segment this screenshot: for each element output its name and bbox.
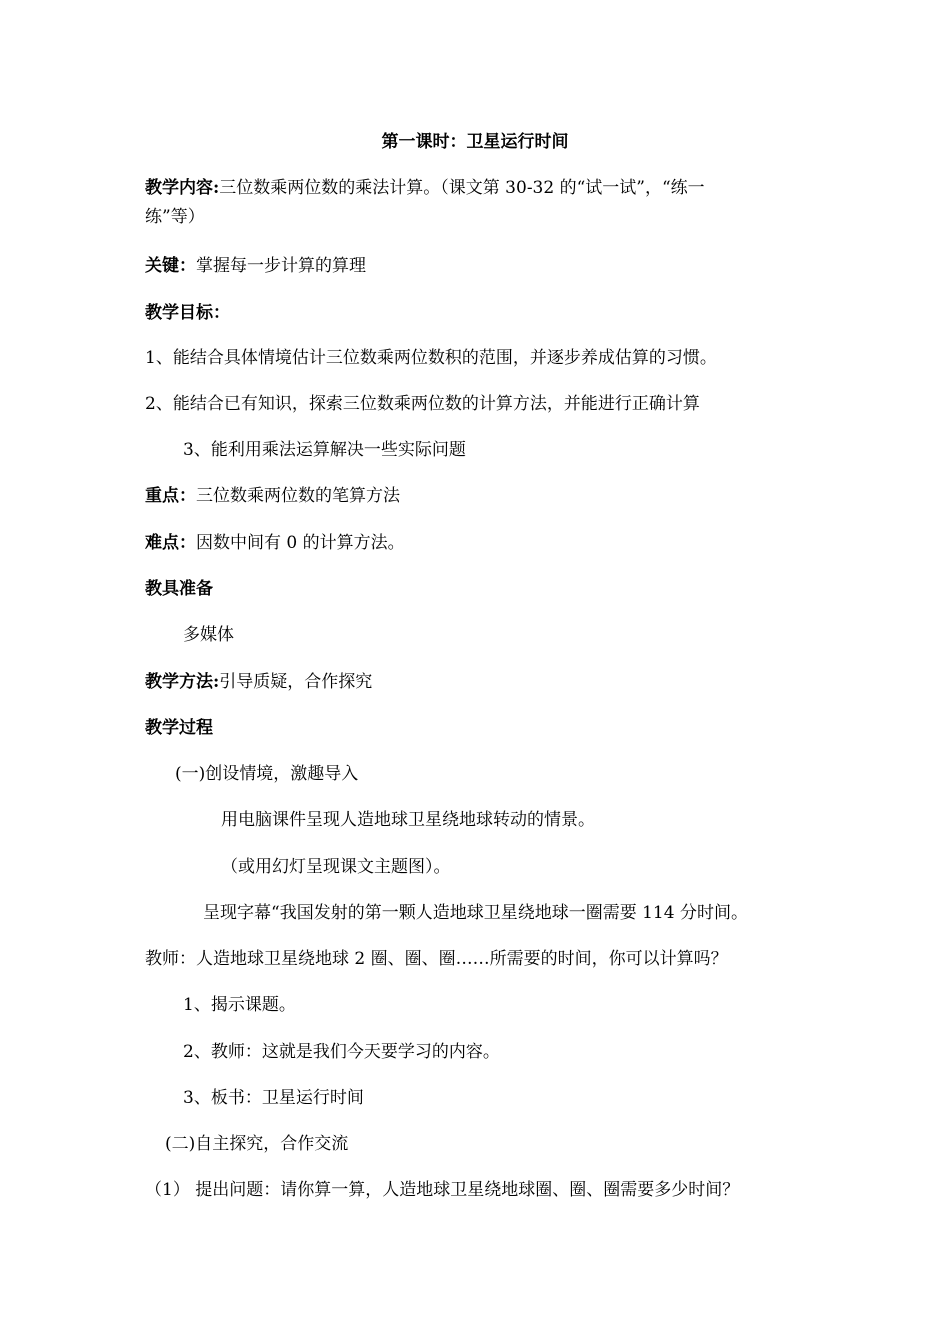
item-2: 2、教师：这就是我们今天要学习的内容。 bbox=[183, 1042, 500, 1062]
content-label: 教学内容: bbox=[145, 178, 220, 198]
content-text-2: 练”等） bbox=[145, 207, 205, 227]
page-title: 第一课时：卫星运行时间 bbox=[381, 132, 569, 152]
step2-heading: (二)自主探究，合作交流 bbox=[165, 1134, 349, 1154]
key-line bbox=[145, 254, 366, 278]
content-text-1: 三位数乘两位数的乘法计算。（课文第 30-32 的“试一试”，“练一 bbox=[219, 178, 705, 198]
key-label: 关键： bbox=[145, 256, 196, 276]
step1-line-3: 呈现字幕“我国发射的第一颗人造地球卫星绕地球一圈需要 114 分时间。 bbox=[203, 903, 748, 923]
focus-label: 重点： bbox=[145, 486, 196, 506]
step1-heading: (一)创设情境，激趣导入 bbox=[175, 764, 359, 784]
method-label: 教学方法: bbox=[145, 672, 220, 692]
method-line bbox=[145, 670, 372, 694]
tools-text: 多媒体 bbox=[183, 625, 234, 645]
question-line: （1） 提出问题：请你算一算，人造地球卫星绕地球圈、圈、圈需要多少时间？ bbox=[145, 1180, 740, 1200]
difficulty-text: 因数中间有 0 的计算方法。 bbox=[196, 533, 405, 553]
key-text: 掌握每一步计算的算理 bbox=[196, 256, 366, 276]
difficulty-line bbox=[145, 531, 405, 555]
focus-line bbox=[145, 484, 400, 508]
focus-text: 三位数乘两位数的笔算方法 bbox=[196, 486, 400, 506]
process-heading: 教学过程 bbox=[145, 718, 213, 738]
step1-line-2: （或用幻灯呈现课文主题图）。 bbox=[221, 857, 451, 877]
content-line-1 bbox=[145, 176, 705, 200]
item-1: 1、揭示课题。 bbox=[183, 995, 296, 1015]
difficulty-label: 难点： bbox=[145, 533, 196, 553]
goal-1: 1、能结合具体情境估计三位数乘两位数积的范围，并逐步养成估算的习惯。 bbox=[145, 348, 717, 368]
teacher-line: 教师：人造地球卫星绕地球 2 圈、圈、圈……所需要的时间，你可以计算吗？ bbox=[145, 949, 728, 969]
goal-2: 2、能结合已有知识，探索三位数乘两位数的计算方法，并能进行正确计算 bbox=[145, 394, 700, 414]
method-text: 引导质疑，合作探究 bbox=[219, 672, 373, 692]
tools-heading: 教具准备 bbox=[145, 579, 213, 599]
goal-3: 3、能利用乘法运算解决一些实际问题 bbox=[183, 440, 466, 460]
item-3: 3、板书：卫星运行时间 bbox=[183, 1088, 364, 1108]
goals-heading: 教学目标： bbox=[145, 303, 230, 323]
step1-line-1: 用电脑课件呈现人造地球卫星绕地球转动的情景。 bbox=[221, 810, 595, 830]
